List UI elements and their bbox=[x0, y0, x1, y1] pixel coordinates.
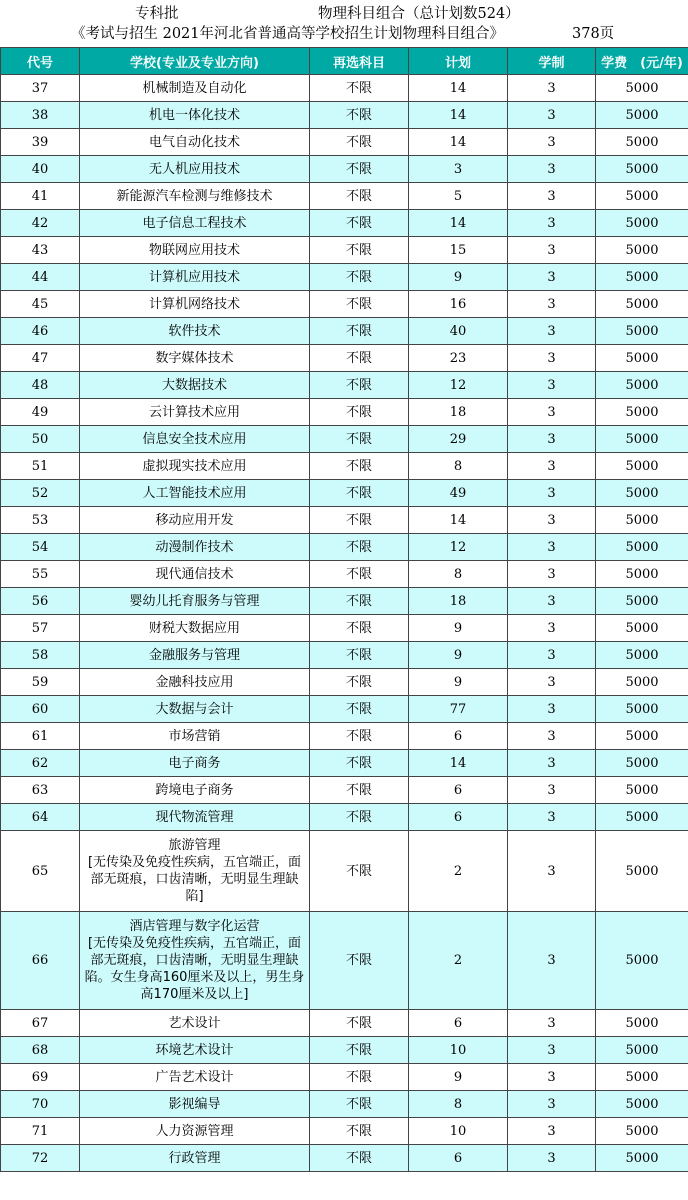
cell-elective: 不限 bbox=[310, 588, 409, 615]
table-row bbox=[1, 669, 688, 696]
cell-fee: 5000 bbox=[596, 1064, 688, 1091]
cell-elective: 不限 bbox=[310, 912, 409, 1010]
cell-code: 53 bbox=[1, 507, 80, 534]
col-header-years: 学制 bbox=[508, 48, 596, 75]
cell-elective: 不限 bbox=[310, 426, 409, 453]
cell-code: 56 bbox=[1, 588, 80, 615]
cell-elective: 不限 bbox=[310, 615, 409, 642]
cell-fee: 5000 bbox=[596, 669, 688, 696]
cell-plan: 8 bbox=[409, 453, 508, 480]
cell-fee: 5000 bbox=[596, 912, 688, 1010]
cell-years: 3 bbox=[508, 1010, 596, 1037]
cell-code: 51 bbox=[1, 453, 80, 480]
cell-fee: 5000 bbox=[596, 1118, 688, 1145]
cell-years: 3 bbox=[508, 507, 596, 534]
table-row bbox=[1, 642, 688, 669]
cell-school-major: 动漫制作技术 bbox=[80, 534, 310, 561]
cell-plan: 40 bbox=[409, 318, 508, 345]
cell-years: 3 bbox=[508, 480, 596, 507]
table-row bbox=[1, 615, 688, 642]
enrollment-plan-table bbox=[0, 47, 688, 1172]
table-row bbox=[1, 318, 688, 345]
cell-fee: 5000 bbox=[596, 723, 688, 750]
cell-elective: 不限 bbox=[310, 1010, 409, 1037]
cell-school-major: 金融服务与管理 bbox=[80, 642, 310, 669]
cell-school-major: 现代物流管理 bbox=[80, 804, 310, 831]
cell-plan: 9 bbox=[409, 1064, 508, 1091]
cell-plan: 12 bbox=[409, 534, 508, 561]
cell-code: 61 bbox=[1, 723, 80, 750]
cell-elective: 不限 bbox=[310, 102, 409, 129]
cell-school-major: 电气自动化技术 bbox=[80, 129, 310, 156]
cell-fee: 5000 bbox=[596, 453, 688, 480]
cell-code: 64 bbox=[1, 804, 80, 831]
cell-elective: 不限 bbox=[310, 453, 409, 480]
page-number: 378页 bbox=[572, 26, 615, 42]
table-row bbox=[1, 426, 688, 453]
cell-plan: 14 bbox=[409, 102, 508, 129]
cell-school-major: 现代通信技术 bbox=[80, 561, 310, 588]
cell-elective: 不限 bbox=[310, 237, 409, 264]
cell-years: 3 bbox=[508, 642, 596, 669]
cell-years: 3 bbox=[508, 156, 596, 183]
cell-plan: 14 bbox=[409, 750, 508, 777]
cell-years: 3 bbox=[508, 453, 596, 480]
cell-plan: 9 bbox=[409, 264, 508, 291]
cell-code: 47 bbox=[1, 345, 80, 372]
cell-fee: 5000 bbox=[596, 588, 688, 615]
cell-fee: 5000 bbox=[596, 129, 688, 156]
table-row bbox=[1, 561, 688, 588]
cell-code: 67 bbox=[1, 1010, 80, 1037]
cell-elective: 不限 bbox=[310, 561, 409, 588]
col-header-elective: 再选科目 bbox=[310, 48, 409, 75]
cell-school-major: 财税大数据应用 bbox=[80, 615, 310, 642]
cell-years: 3 bbox=[508, 723, 596, 750]
cell-school-major: 行政管理 bbox=[80, 1145, 310, 1172]
cell-years: 3 bbox=[508, 426, 596, 453]
cell-fee: 5000 bbox=[596, 777, 688, 804]
table-row bbox=[1, 1037, 688, 1064]
cell-school-major: 市场营销 bbox=[80, 723, 310, 750]
cell-fee: 5000 bbox=[596, 291, 688, 318]
cell-plan: 49 bbox=[409, 480, 508, 507]
source-title: 《考试与招生 2021年河北省普通高等学校招生计划物理科目组合》 bbox=[71, 26, 505, 42]
table-row bbox=[1, 777, 688, 804]
cell-years: 3 bbox=[508, 1091, 596, 1118]
col-header-school: 学校(专业及专业方向) bbox=[80, 48, 310, 75]
cell-years: 3 bbox=[508, 102, 596, 129]
cell-elective: 不限 bbox=[310, 1091, 409, 1118]
table-row bbox=[1, 1091, 688, 1118]
header-line-1 bbox=[0, 3, 688, 25]
cell-school-major: 计算机应用技术 bbox=[80, 264, 310, 291]
cell-code: 40 bbox=[1, 156, 80, 183]
cell-school-major: 新能源汽车检测与维修技术 bbox=[80, 183, 310, 210]
table-row bbox=[1, 588, 688, 615]
cell-school-major: 无人机应用技术 bbox=[80, 156, 310, 183]
cell-school-major: 大数据与会计 bbox=[80, 696, 310, 723]
cell-elective: 不限 bbox=[310, 642, 409, 669]
cell-years: 3 bbox=[508, 588, 596, 615]
cell-elective: 不限 bbox=[310, 696, 409, 723]
table-header-row bbox=[1, 48, 688, 75]
cell-code: 68 bbox=[1, 1037, 80, 1064]
table-row bbox=[1, 750, 688, 777]
cell-school-major: 大数据技术 bbox=[80, 372, 310, 399]
cell-school-major: 软件技术 bbox=[80, 318, 310, 345]
cell-plan: 9 bbox=[409, 615, 508, 642]
col-header-fee: 学费 (元/年) bbox=[596, 48, 688, 75]
cell-code: 62 bbox=[1, 750, 80, 777]
cell-fee: 5000 bbox=[596, 615, 688, 642]
cell-school-major: 广告艺术设计 bbox=[80, 1064, 310, 1091]
cell-school-major: 婴幼儿托育服务与管理 bbox=[80, 588, 310, 615]
cell-elective: 不限 bbox=[310, 183, 409, 210]
cell-fee: 5000 bbox=[596, 1091, 688, 1118]
group-label: 物理科目组合（总计划数524） bbox=[318, 6, 520, 22]
cell-years: 3 bbox=[508, 561, 596, 588]
cell-elective: 不限 bbox=[310, 291, 409, 318]
cell-plan: 5 bbox=[409, 183, 508, 210]
cell-fee: 5000 bbox=[596, 372, 688, 399]
cell-school-major: 信息安全技术应用 bbox=[80, 426, 310, 453]
cell-plan: 18 bbox=[409, 588, 508, 615]
cell-code: 48 bbox=[1, 372, 80, 399]
cell-school-major: 影视编导 bbox=[80, 1091, 310, 1118]
cell-code: 66 bbox=[1, 912, 80, 1010]
cell-plan: 14 bbox=[409, 210, 508, 237]
cell-elective: 不限 bbox=[310, 777, 409, 804]
cell-school-major: 虚拟现实技术应用 bbox=[80, 453, 310, 480]
cell-plan: 8 bbox=[409, 1091, 508, 1118]
cell-code: 45 bbox=[1, 291, 80, 318]
table-row bbox=[1, 723, 688, 750]
cell-plan: 15 bbox=[409, 237, 508, 264]
table-row bbox=[1, 804, 688, 831]
cell-plan: 10 bbox=[409, 1037, 508, 1064]
cell-years: 3 bbox=[508, 912, 596, 1010]
cell-years: 3 bbox=[508, 210, 596, 237]
cell-plan: 10 bbox=[409, 1118, 508, 1145]
cell-code: 63 bbox=[1, 777, 80, 804]
cell-fee: 5000 bbox=[596, 210, 688, 237]
cell-plan: 18 bbox=[409, 399, 508, 426]
cell-years: 3 bbox=[508, 777, 596, 804]
cell-plan: 23 bbox=[409, 345, 508, 372]
cell-years: 3 bbox=[508, 615, 596, 642]
cell-elective: 不限 bbox=[310, 1064, 409, 1091]
table-row bbox=[1, 156, 688, 183]
cell-school-major bbox=[80, 912, 310, 1010]
cell-elective: 不限 bbox=[310, 372, 409, 399]
cell-school-major: 机电一体化技术 bbox=[80, 102, 310, 129]
cell-code: 57 bbox=[1, 615, 80, 642]
cell-code: 38 bbox=[1, 102, 80, 129]
batch-label: 专科批 bbox=[135, 6, 179, 22]
cell-elective: 不限 bbox=[310, 129, 409, 156]
cell-elective: 不限 bbox=[310, 399, 409, 426]
cell-fee: 5000 bbox=[596, 156, 688, 183]
cell-plan: 14 bbox=[409, 507, 508, 534]
cell-fee: 5000 bbox=[596, 831, 688, 912]
cell-plan: 29 bbox=[409, 426, 508, 453]
cell-code: 69 bbox=[1, 1064, 80, 1091]
cell-years: 3 bbox=[508, 264, 596, 291]
table-row bbox=[1, 831, 688, 912]
cell-plan: 14 bbox=[409, 129, 508, 156]
cell-school-major: 金融科技应用 bbox=[80, 669, 310, 696]
cell-code: 39 bbox=[1, 129, 80, 156]
cell-fee: 5000 bbox=[596, 696, 688, 723]
cell-years: 3 bbox=[508, 669, 596, 696]
cell-fee: 5000 bbox=[596, 237, 688, 264]
table-body bbox=[1, 75, 688, 1172]
major-requirement-note: [无传染及免疫性疾病，五官端正，面部无斑痕，口齿清晰，无明显生理缺陷] bbox=[87, 855, 302, 904]
cell-plan: 14 bbox=[409, 75, 508, 102]
cell-years: 3 bbox=[508, 696, 596, 723]
table-row bbox=[1, 210, 688, 237]
cell-years: 3 bbox=[508, 345, 596, 372]
cell-years: 3 bbox=[508, 75, 596, 102]
cell-code: 70 bbox=[1, 1091, 80, 1118]
table-row bbox=[1, 183, 688, 210]
cell-school-major: 数字媒体技术 bbox=[80, 345, 310, 372]
header-line-2 bbox=[0, 23, 688, 45]
cell-plan: 16 bbox=[409, 291, 508, 318]
cell-fee: 5000 bbox=[596, 399, 688, 426]
cell-school-major: 移动应用开发 bbox=[80, 507, 310, 534]
cell-years: 3 bbox=[508, 183, 596, 210]
cell-years: 3 bbox=[508, 750, 596, 777]
cell-code: 52 bbox=[1, 480, 80, 507]
cell-code: 54 bbox=[1, 534, 80, 561]
cell-elective: 不限 bbox=[310, 480, 409, 507]
cell-fee: 5000 bbox=[596, 426, 688, 453]
cell-fee: 5000 bbox=[596, 102, 688, 129]
cell-fee: 5000 bbox=[596, 561, 688, 588]
table-row bbox=[1, 1118, 688, 1145]
cell-years: 3 bbox=[508, 372, 596, 399]
cell-school-major: 艺术设计 bbox=[80, 1010, 310, 1037]
cell-elective: 不限 bbox=[310, 156, 409, 183]
cell-code: 43 bbox=[1, 237, 80, 264]
cell-code: 46 bbox=[1, 318, 80, 345]
cell-plan: 77 bbox=[409, 696, 508, 723]
table-row bbox=[1, 75, 688, 102]
cell-code: 72 bbox=[1, 1145, 80, 1172]
cell-fee: 5000 bbox=[596, 318, 688, 345]
cell-fee: 5000 bbox=[596, 804, 688, 831]
cell-years: 3 bbox=[508, 1118, 596, 1145]
major-name: 酒店管理与数字化运营 bbox=[129, 919, 260, 934]
cell-elective: 不限 bbox=[310, 1145, 409, 1172]
cell-fee: 5000 bbox=[596, 1145, 688, 1172]
table-row bbox=[1, 399, 688, 426]
cell-school-major: 计算机网络技术 bbox=[80, 291, 310, 318]
cell-elective: 不限 bbox=[310, 507, 409, 534]
cell-fee: 5000 bbox=[596, 480, 688, 507]
cell-elective: 不限 bbox=[310, 804, 409, 831]
cell-code: 59 bbox=[1, 669, 80, 696]
cell-years: 3 bbox=[508, 237, 596, 264]
col-header-plan: 计划 bbox=[409, 48, 508, 75]
table-row bbox=[1, 507, 688, 534]
table-row bbox=[1, 912, 688, 1010]
table-row bbox=[1, 1145, 688, 1172]
table-row bbox=[1, 345, 688, 372]
cell-code: 49 bbox=[1, 399, 80, 426]
cell-elective: 不限 bbox=[310, 210, 409, 237]
cell-school-major: 跨境电子商务 bbox=[80, 777, 310, 804]
cell-years: 3 bbox=[508, 399, 596, 426]
cell-years: 3 bbox=[508, 1145, 596, 1172]
cell-code: 65 bbox=[1, 831, 80, 912]
cell-fee: 5000 bbox=[596, 1037, 688, 1064]
cell-school-major: 电子商务 bbox=[80, 750, 310, 777]
table-row bbox=[1, 1064, 688, 1091]
cell-elective: 不限 bbox=[310, 750, 409, 777]
cell-years: 3 bbox=[508, 1037, 596, 1064]
cell-fee: 5000 bbox=[596, 1010, 688, 1037]
cell-plan: 6 bbox=[409, 723, 508, 750]
cell-elective: 不限 bbox=[310, 345, 409, 372]
cell-years: 3 bbox=[508, 1064, 596, 1091]
cell-school-major: 电子信息工程技术 bbox=[80, 210, 310, 237]
cell-plan: 12 bbox=[409, 372, 508, 399]
cell-fee: 5000 bbox=[596, 183, 688, 210]
table-row bbox=[1, 129, 688, 156]
cell-elective: 不限 bbox=[310, 1118, 409, 1145]
cell-code: 58 bbox=[1, 642, 80, 669]
cell-elective: 不限 bbox=[310, 831, 409, 912]
table-row bbox=[1, 534, 688, 561]
major-requirement-note: [无传染及免疫性疾病，五官端正，面部无斑痕，口齿清晰，无明显生理缺陷。女生身高160厘米及以上，男生身高170厘米及以上] bbox=[84, 936, 305, 1002]
cell-code: 50 bbox=[1, 426, 80, 453]
cell-code: 60 bbox=[1, 696, 80, 723]
cell-years: 3 bbox=[508, 318, 596, 345]
cell-code: 44 bbox=[1, 264, 80, 291]
table-row bbox=[1, 1010, 688, 1037]
table-row bbox=[1, 102, 688, 129]
cell-fee: 5000 bbox=[596, 534, 688, 561]
cell-years: 3 bbox=[508, 804, 596, 831]
cell-plan: 2 bbox=[409, 831, 508, 912]
cell-years: 3 bbox=[508, 291, 596, 318]
table-row bbox=[1, 264, 688, 291]
table-row bbox=[1, 696, 688, 723]
cell-school-major: 人工智能技术应用 bbox=[80, 480, 310, 507]
cell-elective: 不限 bbox=[310, 318, 409, 345]
cell-code: 55 bbox=[1, 561, 80, 588]
cell-code: 71 bbox=[1, 1118, 80, 1145]
table-row bbox=[1, 237, 688, 264]
cell-fee: 5000 bbox=[596, 507, 688, 534]
table-row bbox=[1, 453, 688, 480]
cell-code: 41 bbox=[1, 183, 80, 210]
cell-school-major: 物联网应用技术 bbox=[80, 237, 310, 264]
cell-elective: 不限 bbox=[310, 723, 409, 750]
table-row bbox=[1, 372, 688, 399]
cell-plan: 2 bbox=[409, 912, 508, 1010]
cell-plan: 3 bbox=[409, 156, 508, 183]
cell-years: 3 bbox=[508, 831, 596, 912]
cell-elective: 不限 bbox=[310, 1037, 409, 1064]
cell-school-major: 人力资源管理 bbox=[80, 1118, 310, 1145]
cell-elective: 不限 bbox=[310, 264, 409, 291]
cell-fee: 5000 bbox=[596, 264, 688, 291]
table-row bbox=[1, 480, 688, 507]
cell-fee: 5000 bbox=[596, 75, 688, 102]
cell-code: 42 bbox=[1, 210, 80, 237]
cell-school-major: 机械制造及自动化 bbox=[80, 75, 310, 102]
cell-plan: 9 bbox=[409, 642, 508, 669]
cell-fee: 5000 bbox=[596, 642, 688, 669]
table-row bbox=[1, 291, 688, 318]
major-name: 旅游管理 bbox=[168, 838, 221, 853]
cell-code: 37 bbox=[1, 75, 80, 102]
cell-plan: 6 bbox=[409, 1010, 508, 1037]
cell-elective: 不限 bbox=[310, 669, 409, 696]
cell-school-major: 环境艺术设计 bbox=[80, 1037, 310, 1064]
col-header-code: 代号 bbox=[1, 48, 80, 75]
cell-elective: 不限 bbox=[310, 75, 409, 102]
cell-plan: 6 bbox=[409, 777, 508, 804]
cell-school-major: 云计算技术应用 bbox=[80, 399, 310, 426]
cell-plan: 9 bbox=[409, 669, 508, 696]
cell-plan: 6 bbox=[409, 804, 508, 831]
cell-years: 3 bbox=[508, 534, 596, 561]
cell-years: 3 bbox=[508, 129, 596, 156]
cell-fee: 5000 bbox=[596, 345, 688, 372]
cell-plan: 6 bbox=[409, 1145, 508, 1172]
cell-elective: 不限 bbox=[310, 534, 409, 561]
cell-school-major bbox=[80, 831, 310, 912]
cell-fee: 5000 bbox=[596, 750, 688, 777]
cell-plan: 8 bbox=[409, 561, 508, 588]
